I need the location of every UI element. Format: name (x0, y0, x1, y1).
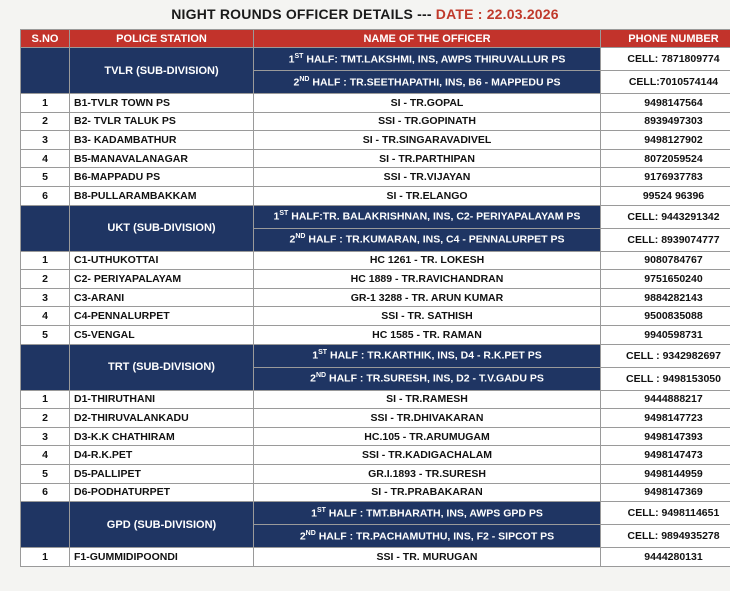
half-ordinal: 1 (288, 53, 295, 66)
row-officer: SI - TR.SINGARAVADIVEL (254, 131, 601, 150)
header-sno: S.NO (21, 30, 70, 48)
row-officer: SI - TR.ELANGO (254, 186, 601, 205)
first-half-officer (254, 344, 601, 367)
first-half-officer (254, 48, 601, 71)
row-phone: 9498147393 (601, 427, 730, 446)
sub-division-sno (21, 48, 70, 94)
row-police-station: C5-VENGAL (70, 325, 254, 344)
first-half-officer (254, 205, 601, 228)
half-text: HALF : TR.SEETHAPATHI, INS, B6 - MAPPEDU PS (309, 76, 561, 89)
sub-division-name: UKT (SUB-DIVISION) (70, 205, 254, 251)
half-ordinal-suffix: ND (305, 529, 316, 537)
row-officer: GR-1 3288 - TR. ARUN KUMAR (254, 288, 601, 307)
row-police-station: C3-ARANI (70, 288, 254, 307)
row-police-station: B1-TVLR TOWN PS (70, 94, 254, 113)
row-officer: HC.105 - TR.ARUMUGAM (254, 427, 601, 446)
row-officer: HC 1889 - TR.RAVICHANDRAN (254, 270, 601, 289)
table-row (21, 390, 730, 409)
row-officer: HC 1585 - TR. RAMAN (254, 325, 601, 344)
row-phone: 9884282143 (601, 288, 730, 307)
row-police-station: F1-GUMMIDIPOONDI (70, 548, 254, 567)
row-officer: HC 1261 - TR. LOKESH (254, 251, 601, 270)
sub-division-name: GPD (SUB-DIVISION) (70, 502, 254, 548)
row-phone: 9080784767 (601, 251, 730, 270)
second-half-officer (254, 367, 601, 390)
row-sno: 2 (21, 112, 70, 131)
sub-division-name: TRT (SUB-DIVISION) (70, 344, 254, 390)
header-police-station: POLICE STATION (70, 30, 254, 48)
header-officer-name: NAME OF THE OFFICER (254, 30, 601, 48)
table-row (21, 149, 730, 168)
row-police-station: D2-THIRUVALANKADU (70, 409, 254, 428)
row-officer: SI - TR.PRABAKARAN (254, 483, 601, 502)
second-half-phone: CELL: 9894935278 (601, 525, 730, 548)
table-row (21, 548, 730, 567)
half-ordinal-suffix: ST (279, 210, 289, 218)
second-half-officer (254, 71, 601, 94)
first-half-officer (254, 502, 601, 525)
sub-division-sno (21, 502, 70, 548)
table-row (21, 112, 730, 131)
row-sno: 3 (21, 288, 70, 307)
row-police-station: D1-THIRUTHANI (70, 390, 254, 409)
row-phone: 9498147473 (601, 446, 730, 465)
row-sno: 4 (21, 446, 70, 465)
row-police-station: B2- TVLR TALUK PS (70, 112, 254, 131)
row-police-station: D3-K.K CHATHIRAM (70, 427, 254, 446)
table-row (21, 131, 730, 150)
row-phone: 9498147369 (601, 483, 730, 502)
sub-division-name: TVLR (SUB-DIVISION) (70, 48, 254, 94)
title-date: DATE : 22.03.2026 (435, 6, 559, 22)
half-text: HALF:TR. BALAKRISHNAN, INS, C2- PERIYAPALAYAM PS (288, 210, 581, 223)
header-phone-number: PHONE NUMBER (601, 30, 730, 48)
second-half-officer (254, 228, 601, 251)
row-phone: 9498147564 (601, 94, 730, 113)
half-text: HALF : TR.PACHAMUTHU, INS, F2 - SIPCOT PS (315, 530, 555, 543)
row-officer: SI - TR.RAMESH (254, 390, 601, 409)
first-half-phone: CELL : 9342982697 (601, 344, 730, 367)
row-phone: 9444280131 (601, 548, 730, 567)
row-officer: SSI - TR. SATHISH (254, 307, 601, 326)
row-sno: 2 (21, 409, 70, 428)
row-police-station: D6-PODHATURPET (70, 483, 254, 502)
row-officer: SI - TR.PARTHIPAN (254, 149, 601, 168)
row-phone: 9444888217 (601, 390, 730, 409)
half-text: HALF : TR.KUMARAN, INS, C4 - PENNALURPET PS (305, 233, 565, 246)
row-police-station: D4-R.K.PET (70, 446, 254, 465)
row-police-station: B3- KADAMBATHUR (70, 131, 254, 150)
sub-division-row (21, 502, 730, 525)
half-text: HALF: TMT.LAKSHMI, INS, AWPS THIRUVALLUR PS (303, 53, 566, 66)
half-text: HALF : TR.KARTHIK, INS, D4 - R.K.PET PS (327, 349, 542, 362)
row-sno: 5 (21, 168, 70, 187)
row-sno: 2 (21, 270, 70, 289)
half-ordinal: 1 (312, 349, 319, 362)
first-half-phone: CELL: 9443291342 (601, 205, 730, 228)
row-sno: 1 (21, 390, 70, 409)
sub-division-sno (21, 344, 70, 390)
table-row (21, 325, 730, 344)
row-police-station: C4-PENNALURPET (70, 307, 254, 326)
table-row (21, 186, 730, 205)
row-phone: 9498147723 (601, 409, 730, 428)
half-text: HALF : TMT.BHARATH, INS, AWPS GPD PS (325, 507, 543, 520)
half-ordinal: 2 (310, 372, 316, 385)
half-ordinal-suffix: ST (318, 349, 328, 357)
half-ordinal: 2 (299, 530, 306, 543)
table-row (21, 427, 730, 446)
table-body (21, 48, 730, 567)
table-row (21, 446, 730, 465)
half-ordinal: 1 (273, 210, 280, 223)
table-row (21, 288, 730, 307)
row-police-station: B5-MANAVALANAGAR (70, 149, 254, 168)
row-police-station: D5-PALLIPET (70, 464, 254, 483)
row-officer: SSI - TR.GOPINATH (254, 112, 601, 131)
row-phone: 9498144959 (601, 464, 730, 483)
row-police-station: B6-MAPPADU PS (70, 168, 254, 187)
row-officer: SSI - TR. MURUGAN (254, 548, 601, 567)
row-sno: 4 (21, 307, 70, 326)
row-phone: 9751650240 (601, 270, 730, 289)
half-ordinal: 2 (289, 233, 296, 246)
row-police-station: C1-UTHUKOTTAI (70, 251, 254, 270)
row-sno: 5 (21, 325, 70, 344)
table-row (21, 464, 730, 483)
header-row (21, 30, 730, 48)
sub-division-sno (21, 205, 70, 251)
row-sno: 5 (21, 464, 70, 483)
row-phone: 8072059524 (601, 149, 730, 168)
table-row (21, 483, 730, 502)
half-ordinal-suffix: ND (295, 233, 306, 241)
first-half-phone: CELL: 7871809774 (601, 48, 730, 71)
row-sno: 1 (21, 548, 70, 567)
table-row (21, 270, 730, 289)
document-title (0, 6, 730, 22)
half-ordinal: 1 (311, 507, 317, 520)
table-row (21, 251, 730, 270)
officer-table (20, 29, 730, 567)
table-row (21, 168, 730, 187)
row-sno: 4 (21, 149, 70, 168)
row-officer: GR.I.1893 - TR.SURESH (254, 464, 601, 483)
table-row (21, 94, 730, 113)
half-ordinal-suffix: ST (316, 506, 326, 514)
second-half-officer (254, 525, 601, 548)
second-half-phone: CELL:7010574144 (601, 71, 730, 94)
title-main: NIGHT ROUNDS OFFICER DETAILS --- (171, 6, 432, 22)
row-sno: 3 (21, 131, 70, 150)
row-sno: 3 (21, 427, 70, 446)
row-sno: 6 (21, 483, 70, 502)
row-sno: 1 (21, 94, 70, 113)
row-officer: SI - TR.GOPAL (254, 94, 601, 113)
row-phone: 9498127902 (601, 131, 730, 150)
row-sno: 6 (21, 186, 70, 205)
half-ordinal: 2 (293, 76, 300, 89)
first-half-phone: CELL: 9498114651 (601, 502, 730, 525)
half-ordinal-suffix: ND (299, 75, 310, 83)
row-phone: 99524 96396 (601, 186, 730, 205)
table-row (21, 307, 730, 326)
sub-division-row (21, 344, 730, 367)
row-phone: 9940598731 (601, 325, 730, 344)
half-ordinal-suffix: ND (315, 372, 327, 380)
sub-division-row (21, 205, 730, 228)
row-phone: 8939497303 (601, 112, 730, 131)
half-ordinal-suffix: ST (294, 52, 304, 60)
second-half-phone: CELL: 8939074777 (601, 228, 730, 251)
row-police-station: B8-PULLARAMBAKKAM (70, 186, 254, 205)
row-phone: 9500835088 (601, 307, 730, 326)
second-half-phone: CELL : 9498153050 (601, 367, 730, 390)
row-phone: 9176937783 (601, 168, 730, 187)
row-police-station: C2- PERIYAPALAYAM (70, 270, 254, 289)
row-officer: SSI - TR.VIJAYAN (254, 168, 601, 187)
row-officer: SSI - TR.KADIGACHALAM (254, 446, 601, 465)
sub-division-row (21, 48, 730, 71)
row-officer: SSI - TR.DHIVAKARAN (254, 409, 601, 428)
row-sno: 1 (21, 251, 70, 270)
half-text: HALF : TR.SURESH, INS, D2 - T.V.GADU PS (326, 372, 544, 385)
table-row (21, 409, 730, 428)
